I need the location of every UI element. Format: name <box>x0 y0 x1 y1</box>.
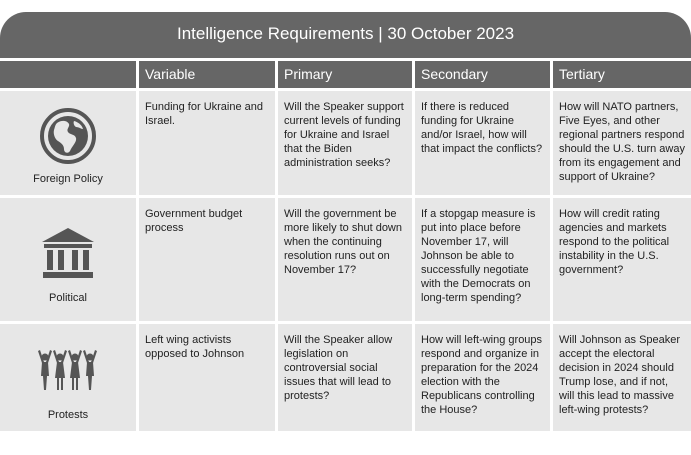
title-bar <box>0 12 691 58</box>
tertiary-cell: How will NATO partners, Five Eyes, and other regional partners respond should the U.S. turn away from its engagement and support of Ukraine? <box>553 91 691 195</box>
secondary-cell: How will left-wing groups respond and organize in preparation for the 2024 election with the Republicans controlling the House? <box>415 324 550 431</box>
secondary-cell: If there is reduced funding for Ukraine and/or Israel, how will that impact the conflicts? <box>415 91 550 195</box>
table-row <box>0 91 691 195</box>
page-title: Intelligence Requirements | 30 October 2023 <box>176 24 515 43</box>
category-label: Political <box>49 292 87 304</box>
table-header-row <box>0 61 691 88</box>
variable-cell: Left wing activists opposed to Johnson <box>139 324 275 431</box>
globe-icon <box>0 107 136 165</box>
category-cell <box>0 324 136 431</box>
tertiary-cell: Will Johnson as Speaker accept the electoral decision in 2024 should Trump lose, and if not, will this lead to massive left-wing protests? <box>553 324 691 431</box>
variable-cell: Government budget process <box>139 198 275 321</box>
header-tertiary <box>553 61 691 88</box>
header-secondary-label: Secondary <box>421 66 488 82</box>
header-primary-label: Primary <box>284 66 333 82</box>
category-cell <box>0 198 136 321</box>
table-row <box>0 198 691 321</box>
government-building-icon <box>0 226 136 280</box>
header-variable-label: Variable <box>145 66 196 82</box>
header-primary <box>278 61 412 88</box>
requirements-table <box>0 61 691 431</box>
header-tertiary-label: Tertiary <box>559 66 605 82</box>
table-row <box>0 324 691 431</box>
header-category <box>0 61 136 88</box>
variable-cell: Funding for Ukraine and Israel. <box>139 91 275 195</box>
primary-cell: Will the government be more likely to shut down when the continuing resolution runs out on November 17? <box>278 198 412 321</box>
header-secondary <box>415 61 550 88</box>
primary-cell: Will the Speaker allow legislation on controversial social issues that will lead to protests? <box>278 324 412 431</box>
header-variable <box>139 61 275 88</box>
tertiary-cell: How will credit rating agencies and markets respond to the political instability in the U.S. government? <box>553 198 691 321</box>
category-cell <box>0 91 136 195</box>
primary-cell: Will the Speaker support current levels of funding for Ukraine and Israel that the Biden administration seeks? <box>278 91 412 195</box>
protesters-icon <box>0 348 136 392</box>
secondary-cell: If a stopgap measure is put into place before November 17, will Johnson be able to successfully negotiate with the Democrats on long-term spending? <box>415 198 550 321</box>
category-label: Foreign Policy <box>33 173 103 185</box>
category-label: Protests <box>47 409 89 421</box>
